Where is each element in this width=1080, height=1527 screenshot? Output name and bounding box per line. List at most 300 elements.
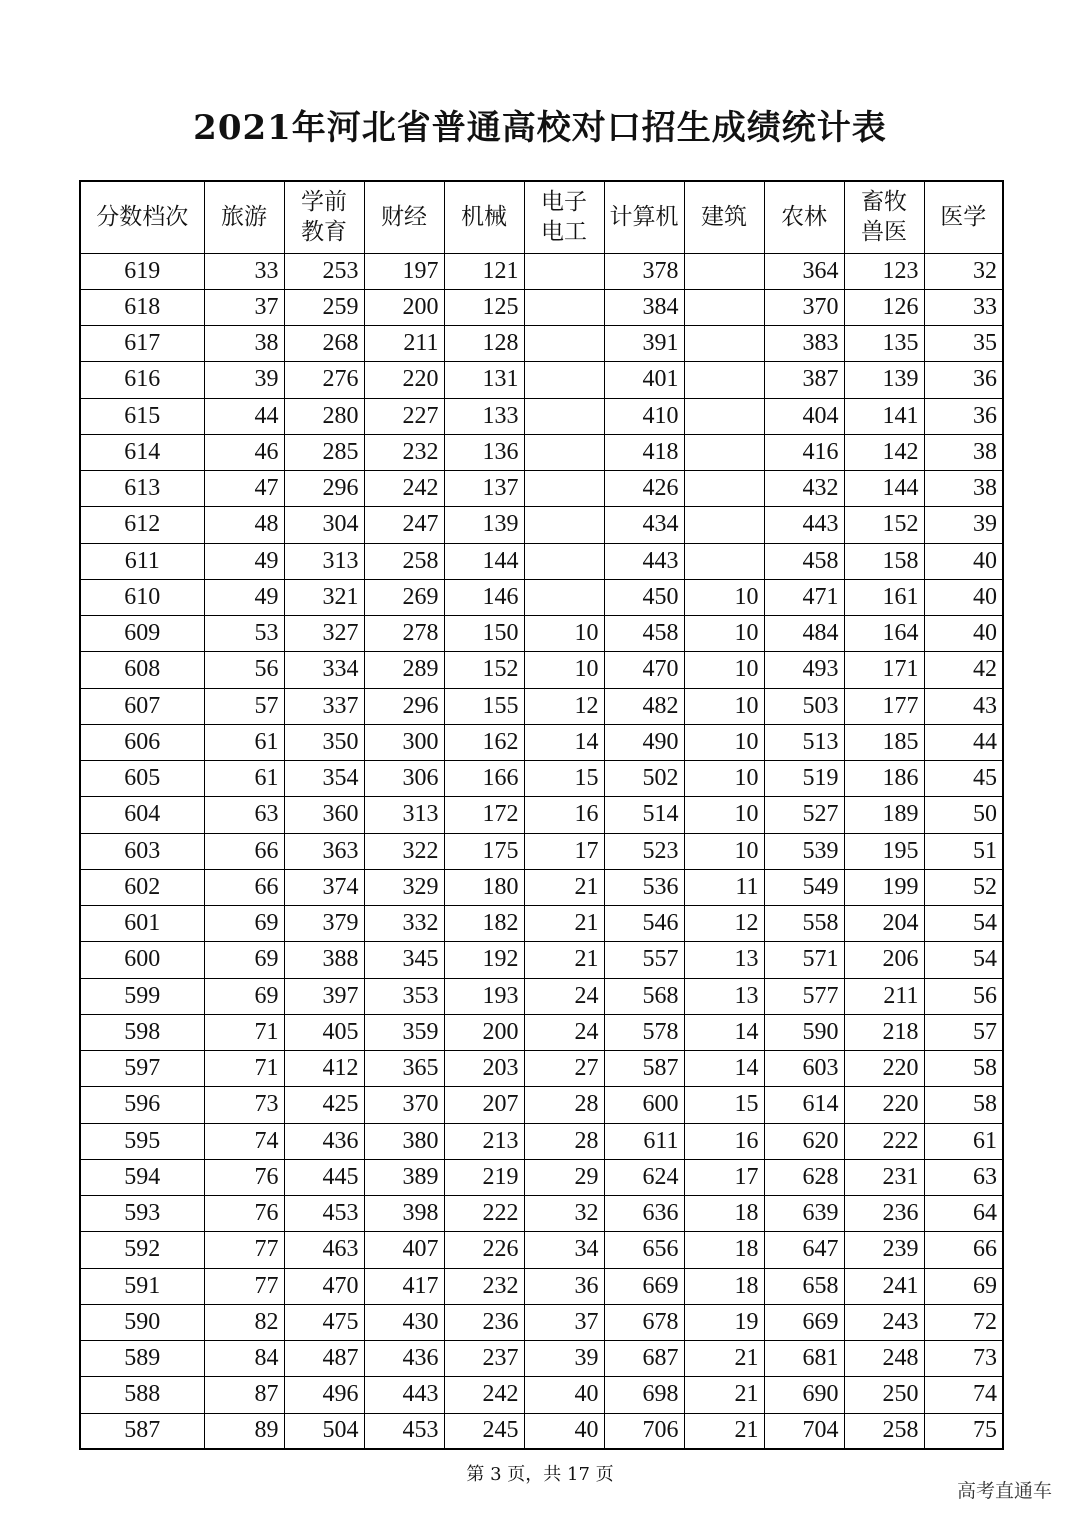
count-cell: 410: [604, 398, 684, 434]
count-cell: 16: [524, 797, 604, 833]
count-cell: 54: [924, 906, 1003, 942]
count-cell: [524, 289, 604, 325]
count-cell: 40: [924, 543, 1003, 579]
score-level-cell: 606: [80, 724, 204, 760]
count-cell: 337: [284, 688, 364, 724]
count-cell: 39: [924, 507, 1003, 543]
count-cell: 10: [684, 579, 764, 615]
count-cell: 189: [844, 797, 924, 833]
count-cell: 146: [444, 579, 524, 615]
page-footer: 第 3 页，共 17 页: [466, 1464, 614, 1485]
column-header: 机械: [444, 181, 524, 253]
count-cell: 139: [444, 507, 524, 543]
count-cell: 29: [524, 1159, 604, 1195]
score-level-cell: 612: [80, 507, 204, 543]
count-cell: 280: [284, 398, 364, 434]
count-cell: 669: [764, 1304, 844, 1340]
count-cell: 370: [764, 289, 844, 325]
count-cell: 40: [924, 579, 1003, 615]
count-cell: 484: [764, 616, 844, 652]
column-header: 计算机: [604, 181, 684, 253]
table-row: [80, 543, 1003, 579]
count-cell: 364: [764, 253, 844, 289]
count-cell: 69: [204, 978, 284, 1014]
score-level-cell: 619: [80, 253, 204, 289]
score-level-cell: 590: [80, 1304, 204, 1340]
count-cell: 53: [204, 616, 284, 652]
count-cell: 12: [524, 688, 604, 724]
count-cell: 236: [444, 1304, 524, 1340]
score-level-cell: 589: [80, 1341, 204, 1377]
count-cell: 89: [204, 1413, 284, 1449]
count-cell: 69: [204, 942, 284, 978]
count-cell: 426: [604, 471, 684, 507]
count-cell: 12: [684, 906, 764, 942]
score-level-cell: 609: [80, 616, 204, 652]
count-cell: 213: [444, 1123, 524, 1159]
count-cell: 56: [204, 652, 284, 688]
table-row: [80, 688, 1003, 724]
count-cell: 432: [764, 471, 844, 507]
count-cell: 32: [524, 1196, 604, 1232]
count-cell: 391: [604, 326, 684, 362]
count-cell: 144: [444, 543, 524, 579]
column-header: 医学: [924, 181, 1003, 253]
table-row: [80, 616, 1003, 652]
count-cell: 164: [844, 616, 924, 652]
score-level-cell: 607: [80, 688, 204, 724]
count-cell: [684, 398, 764, 434]
count-cell: 539: [764, 833, 844, 869]
score-level-cell: 614: [80, 434, 204, 470]
count-cell: 603: [764, 1051, 844, 1087]
count-cell: 38: [204, 326, 284, 362]
score-level-cell: 602: [80, 869, 204, 905]
count-cell: 72: [924, 1304, 1003, 1340]
count-cell: 186: [844, 761, 924, 797]
count-cell: 19: [684, 1304, 764, 1340]
count-cell: 21: [524, 869, 604, 905]
count-cell: 37: [524, 1304, 604, 1340]
count-cell: 135: [844, 326, 924, 362]
count-cell: 434: [604, 507, 684, 543]
table-header-row: [80, 181, 1003, 253]
count-cell: 502: [604, 761, 684, 797]
table-row: [80, 1304, 1003, 1340]
table-row: [80, 833, 1003, 869]
count-cell: 557: [604, 942, 684, 978]
count-cell: [684, 471, 764, 507]
count-cell: 398: [364, 1196, 444, 1232]
count-cell: 199: [844, 869, 924, 905]
table-row: [80, 579, 1003, 615]
count-cell: 482: [604, 688, 684, 724]
count-cell: 388: [284, 942, 364, 978]
count-cell: 42: [924, 652, 1003, 688]
count-cell: 38: [924, 471, 1003, 507]
count-cell: 514: [604, 797, 684, 833]
count-cell: 66: [204, 869, 284, 905]
count-cell: 15: [684, 1087, 764, 1123]
count-cell: 84: [204, 1341, 284, 1377]
table-row: [80, 434, 1003, 470]
count-cell: 513: [764, 724, 844, 760]
score-level-cell: 595: [80, 1123, 204, 1159]
count-cell: 10: [684, 688, 764, 724]
count-cell: 236: [844, 1196, 924, 1232]
count-cell: 10: [684, 797, 764, 833]
count-cell: 128: [444, 326, 524, 362]
count-cell: [684, 253, 764, 289]
table-row: [80, 978, 1003, 1014]
count-cell: 232: [364, 434, 444, 470]
count-cell: 13: [684, 942, 764, 978]
count-cell: 56: [924, 978, 1003, 1014]
count-cell: 16: [684, 1123, 764, 1159]
score-level-cell: 594: [80, 1159, 204, 1195]
count-cell: 136: [444, 434, 524, 470]
count-cell: 222: [444, 1196, 524, 1232]
count-cell: 61: [204, 761, 284, 797]
count-cell: 197: [364, 253, 444, 289]
table-row: [80, 1159, 1003, 1195]
score-level-cell: 605: [80, 761, 204, 797]
count-cell: [524, 434, 604, 470]
count-cell: 384: [604, 289, 684, 325]
count-cell: 21: [684, 1413, 764, 1449]
count-cell: 40: [524, 1413, 604, 1449]
count-cell: 248: [844, 1341, 924, 1377]
count-cell: 636: [604, 1196, 684, 1232]
count-cell: [524, 362, 604, 398]
count-cell: 152: [844, 507, 924, 543]
count-cell: 207: [444, 1087, 524, 1123]
count-cell: [524, 579, 604, 615]
count-cell: 387: [764, 362, 844, 398]
count-cell: 10: [684, 761, 764, 797]
count-cell: 470: [604, 652, 684, 688]
count-cell: 404: [764, 398, 844, 434]
table-row: [80, 869, 1003, 905]
count-cell: 33: [204, 253, 284, 289]
count-cell: 36: [524, 1268, 604, 1304]
count-cell: 27: [524, 1051, 604, 1087]
count-cell: 166: [444, 761, 524, 797]
table-row: [80, 1051, 1003, 1087]
count-cell: [524, 398, 604, 434]
count-cell: 285: [284, 434, 364, 470]
table-row: [80, 507, 1003, 543]
table-row: [80, 724, 1003, 760]
count-cell: 407: [364, 1232, 444, 1268]
score-level-cell: 611: [80, 543, 204, 579]
count-cell: [524, 471, 604, 507]
count-cell: 706: [604, 1413, 684, 1449]
count-cell: 504: [284, 1413, 364, 1449]
count-cell: 443: [764, 507, 844, 543]
score-level-cell: 604: [80, 797, 204, 833]
table-row: [80, 761, 1003, 797]
count-cell: 14: [684, 1014, 764, 1050]
count-cell: 354: [284, 761, 364, 797]
count-cell: 475: [284, 1304, 364, 1340]
table-row: [80, 797, 1003, 833]
count-cell: 82: [204, 1304, 284, 1340]
count-cell: 126: [844, 289, 924, 325]
count-cell: 10: [524, 652, 604, 688]
count-cell: 87: [204, 1377, 284, 1413]
table-row: [80, 652, 1003, 688]
count-cell: 58: [924, 1051, 1003, 1087]
count-cell: 40: [524, 1377, 604, 1413]
table-row: [80, 1377, 1003, 1413]
count-cell: 268: [284, 326, 364, 362]
count-cell: 35: [924, 326, 1003, 362]
table-row: [80, 326, 1003, 362]
count-cell: 45: [924, 761, 1003, 797]
count-cell: 443: [604, 543, 684, 579]
count-cell: 397: [284, 978, 364, 1014]
count-cell: 370: [364, 1087, 444, 1123]
score-level-cell: 618: [80, 289, 204, 325]
count-cell: 656: [604, 1232, 684, 1268]
count-cell: 220: [844, 1087, 924, 1123]
count-cell: 417: [364, 1268, 444, 1304]
count-cell: 327: [284, 616, 364, 652]
count-cell: 77: [204, 1268, 284, 1304]
count-cell: 389: [364, 1159, 444, 1195]
count-cell: 49: [204, 543, 284, 579]
table-row: [80, 942, 1003, 978]
count-cell: 71: [204, 1014, 284, 1050]
score-level-cell: 592: [80, 1232, 204, 1268]
count-cell: 37: [204, 289, 284, 325]
count-cell: 18: [684, 1196, 764, 1232]
count-cell: 211: [844, 978, 924, 1014]
count-cell: 11: [684, 869, 764, 905]
count-cell: 28: [524, 1087, 604, 1123]
table-row: [80, 1014, 1003, 1050]
count-cell: 577: [764, 978, 844, 1014]
count-cell: 443: [364, 1377, 444, 1413]
count-cell: 463: [284, 1232, 364, 1268]
count-cell: 458: [764, 543, 844, 579]
count-cell: 142: [844, 434, 924, 470]
count-cell: 289: [364, 652, 444, 688]
count-cell: [684, 289, 764, 325]
count-cell: 63: [924, 1159, 1003, 1195]
count-cell: 64: [924, 1196, 1003, 1232]
count-cell: 247: [364, 507, 444, 543]
table-row: [80, 471, 1003, 507]
count-cell: 15: [524, 761, 604, 797]
count-cell: 28: [524, 1123, 604, 1159]
count-cell: 219: [444, 1159, 524, 1195]
count-cell: 54: [924, 942, 1003, 978]
table-row: [80, 1087, 1003, 1123]
score-level-cell: 588: [80, 1377, 204, 1413]
count-cell: 334: [284, 652, 364, 688]
count-cell: 490: [604, 724, 684, 760]
count-cell: 558: [764, 906, 844, 942]
count-cell: 614: [764, 1087, 844, 1123]
count-cell: 155: [444, 688, 524, 724]
count-cell: 669: [604, 1268, 684, 1304]
count-cell: 206: [844, 942, 924, 978]
score-level-cell: 610: [80, 579, 204, 615]
count-cell: 304: [284, 507, 364, 543]
count-cell: 503: [764, 688, 844, 724]
count-cell: 77: [204, 1232, 284, 1268]
count-cell: 536: [604, 869, 684, 905]
count-cell: 51: [924, 833, 1003, 869]
count-cell: 39: [524, 1341, 604, 1377]
count-cell: 48: [204, 507, 284, 543]
count-cell: 18: [684, 1232, 764, 1268]
count-cell: 296: [284, 471, 364, 507]
count-cell: 175: [444, 833, 524, 869]
count-cell: 57: [924, 1014, 1003, 1050]
count-cell: 690: [764, 1377, 844, 1413]
count-cell: 44: [204, 398, 284, 434]
count-cell: 76: [204, 1196, 284, 1232]
count-cell: 39: [204, 362, 284, 398]
count-cell: 365: [364, 1051, 444, 1087]
count-cell: 374: [284, 869, 364, 905]
count-cell: 243: [844, 1304, 924, 1340]
count-cell: 496: [284, 1377, 364, 1413]
count-cell: 401: [604, 362, 684, 398]
score-level-cell: 617: [80, 326, 204, 362]
count-cell: 161: [844, 579, 924, 615]
column-header: 学前 教育: [284, 181, 364, 253]
score-level-cell: 615: [80, 398, 204, 434]
count-cell: 647: [764, 1232, 844, 1268]
count-cell: 487: [284, 1341, 364, 1377]
count-cell: 43: [924, 688, 1003, 724]
count-cell: 46: [204, 434, 284, 470]
count-cell: 453: [364, 1413, 444, 1449]
count-cell: 69: [924, 1268, 1003, 1304]
table-row: [80, 906, 1003, 942]
count-cell: [684, 434, 764, 470]
count-cell: 144: [844, 471, 924, 507]
score-level-cell: 600: [80, 942, 204, 978]
count-cell: 681: [764, 1341, 844, 1377]
count-cell: 300: [364, 724, 444, 760]
count-cell: 141: [844, 398, 924, 434]
count-cell: 237: [444, 1341, 524, 1377]
count-cell: 211: [364, 326, 444, 362]
count-cell: 658: [764, 1268, 844, 1304]
count-cell: 332: [364, 906, 444, 942]
count-cell: 24: [524, 978, 604, 1014]
count-cell: 32: [924, 253, 1003, 289]
count-cell: 14: [524, 724, 604, 760]
count-cell: 71: [204, 1051, 284, 1087]
score-level-cell: 608: [80, 652, 204, 688]
count-cell: 329: [364, 869, 444, 905]
count-cell: 47: [204, 471, 284, 507]
count-cell: 200: [364, 289, 444, 325]
score-level-cell: 613: [80, 471, 204, 507]
count-cell: 17: [524, 833, 604, 869]
count-cell: 322: [364, 833, 444, 869]
table-row: [80, 1413, 1003, 1449]
count-cell: [684, 362, 764, 398]
score-level-cell: 601: [80, 906, 204, 942]
count-cell: 36: [924, 362, 1003, 398]
count-cell: 10: [684, 652, 764, 688]
table-row: [80, 1232, 1003, 1268]
score-level-cell: 587: [80, 1413, 204, 1449]
count-cell: 321: [284, 579, 364, 615]
count-cell: 193: [444, 978, 524, 1014]
count-cell: 227: [364, 398, 444, 434]
count-cell: 425: [284, 1087, 364, 1123]
count-cell: 242: [364, 471, 444, 507]
count-cell: [684, 543, 764, 579]
count-cell: 383: [764, 326, 844, 362]
count-cell: 10: [524, 616, 604, 652]
count-cell: 10: [684, 833, 764, 869]
count-cell: 125: [444, 289, 524, 325]
count-cell: 269: [364, 579, 444, 615]
count-cell: 18: [684, 1268, 764, 1304]
count-cell: 13: [684, 978, 764, 1014]
count-cell: 171: [844, 652, 924, 688]
column-header: 建筑: [684, 181, 764, 253]
count-cell: 250: [844, 1377, 924, 1413]
score-level-cell: 593: [80, 1196, 204, 1232]
count-cell: 33: [924, 289, 1003, 325]
count-cell: 50: [924, 797, 1003, 833]
count-cell: 131: [444, 362, 524, 398]
count-cell: 458: [604, 616, 684, 652]
count-cell: 14: [684, 1051, 764, 1087]
count-cell: 571: [764, 942, 844, 978]
count-cell: 38: [924, 434, 1003, 470]
count-cell: 620: [764, 1123, 844, 1159]
count-cell: 61: [924, 1123, 1003, 1159]
column-header: 旅游: [204, 181, 284, 253]
count-cell: 21: [684, 1341, 764, 1377]
count-cell: 69: [204, 906, 284, 942]
count-cell: 687: [604, 1341, 684, 1377]
table-body: [80, 253, 1003, 1449]
count-cell: 17: [684, 1159, 764, 1195]
count-cell: 450: [604, 579, 684, 615]
count-cell: [684, 326, 764, 362]
score-level-cell: 616: [80, 362, 204, 398]
table-row: [80, 1341, 1003, 1377]
table-row: [80, 253, 1003, 289]
count-cell: 253: [284, 253, 364, 289]
count-cell: 353: [364, 978, 444, 1014]
count-cell: 204: [844, 906, 924, 942]
count-cell: [524, 326, 604, 362]
count-cell: 74: [204, 1123, 284, 1159]
count-cell: 678: [604, 1304, 684, 1340]
count-cell: 549: [764, 869, 844, 905]
count-cell: [524, 507, 604, 543]
count-cell: 220: [844, 1051, 924, 1087]
score-level-cell: 597: [80, 1051, 204, 1087]
count-cell: 195: [844, 833, 924, 869]
count-cell: 57: [204, 688, 284, 724]
count-cell: 21: [684, 1377, 764, 1413]
count-cell: 306: [364, 761, 444, 797]
